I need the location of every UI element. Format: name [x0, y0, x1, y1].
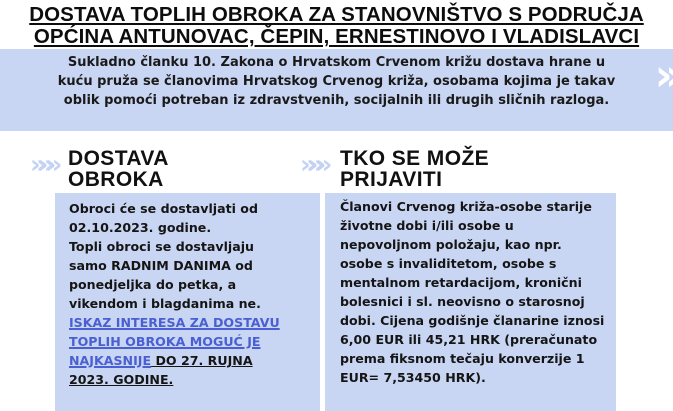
- intro-text: Sukladno članku 10. Zakona o Hrvatskom Crvenom križu dostava hrane u kuću pruža se članovima Hrvatskog Crvenog križa, osobama kojima je takav oblik pomoći potreban iz zdravstvenih, socijalnih ili drugih sličnih razloga.: [57, 55, 616, 108]
- delivery-start: Obroci će se dostavljati od 02.10.2023. godine.: [69, 201, 258, 235]
- eligibility-info: Članovi Crvenog križa-osobe starije životne dobi i/ili osobe u nepovoljnom položaju, kao npr. osobe s invaliditetom, osobe s mentalnom retardacijom, kronični bolesnici i sl. neovisno o starosnoj dobi. Cijena godišnje članarine iznosi 6,00 EUR ili 45,21 HRK (preračunato prema fiksnom tečaju konverzije 1 EUR= 7,53450 HRK).: [340, 199, 605, 385]
- delivery-days: Topli obroci se dostavljaju samo RADNIM DANIMA od ponedjeljka do petka, a vikendom i blagdanima ne.: [69, 239, 261, 311]
- page-title: [0, 4, 673, 48]
- right-heading: [340, 148, 489, 190]
- left-chevron-icon: »»»: [30, 150, 54, 180]
- left-heading-line-2: OBROKA: [68, 168, 164, 191]
- right-heading-line-1: TKO SE MOŽE: [340, 147, 490, 170]
- title-line-2: OPĆINA ANTUNOVAC, ČEPIN, ERNESTINOVO I VLADISLAVCI: [33, 25, 640, 48]
- deadline-text: DO 27. RUJNA 2023. GODINE.: [69, 353, 253, 387]
- right-heading-line-2: PRIJAVITI: [340, 168, 443, 191]
- left-heading-line-1: DOSTAVA: [68, 147, 169, 170]
- intro-banner: [0, 49, 673, 131]
- title-line-1: DOSTAVA TOPLIH OBROKA ZA STANOVNIŠTVO S PODRUČJA: [29, 3, 644, 26]
- banner-chevron-icon: »: [654, 50, 667, 101]
- interest-notice: [69, 313, 287, 389]
- delivery-info: [69, 199, 287, 389]
- interest-link[interactable]: ISKAZ INTERESA ZA DOSTAVU TOPLIH OBROKA MOGUĆ JE NAJKASNIJE: [69, 315, 280, 368]
- right-chevron-icon: »»»: [300, 150, 324, 180]
- left-heading: [68, 148, 169, 190]
